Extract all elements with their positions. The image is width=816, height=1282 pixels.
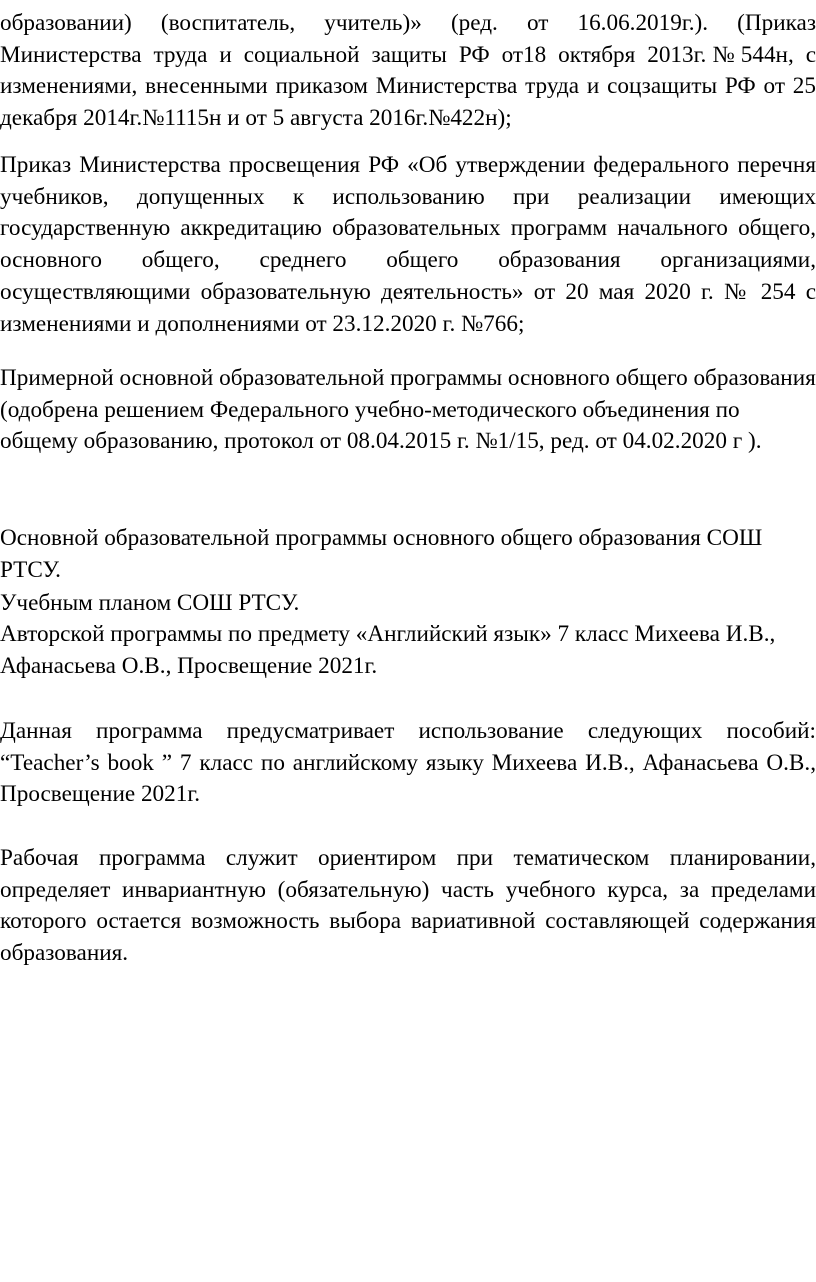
paragraph-manuals: Данная программа предусматривает использование следующих пособий: “Teacher’s book ” 7 класс по английскому языку Михеева И.В., Афанасьева О.В., Просвещение 2021г. [0, 718, 816, 808]
paragraph-work-program: Рабочая программа служит ориентиром при тематическом планировании, определяет инвариантную (обязательную) часть учебного курса, за пределами которого остается возможность выбора вариативной составляющей содержания образования. [0, 845, 816, 967]
paragraph-author-program: Авторской программы по предмету «Английский язык» 7 класс Михеева И.В., Афанасьева О.В., Просвещение 2021г. [0, 621, 776, 679]
paragraph-professional-standard: образовании) (воспитатель, учитель)» (ред. от 16.06.2019г.). (Приказ Министерства труда и социальной защиты РФ от18 октября 2013г.№544н, с изменениями, внесенными приказом Министерства труда и соцзащиты РФ от 25 декабря 2014г.№1115н и от 5 августа 2016г.№422н); [0, 10, 816, 132]
paragraph-basic-program: Основной образовательной программы основного общего образования СОШ РТСУ. [0, 525, 763, 583]
paragraph-textbook-order: Приказ Министерства просвещения РФ «Об утверждении федерального перечня учебников, допущенных к использованию при реализации имеющих государственную аккредитацию образовательных программ начального общего, основного общего, среднего общего образования организациями, осуществляющими образовательную деятельность» от 20 мая 2020 г. № 254 с изменениями и дополнениями от 23.12.2020 г. №766; [0, 152, 816, 337]
paragraph-curriculum: Учебным планом СОШ РТСУ. [0, 590, 300, 616]
paragraph-sample-program: Примерной основной образовательной программы основного общего образования (одобрена решением Федерального учебно-методического объединения по общему образованию, протокол от 08.04.2015 г. №1/15, ред. от 04.02.2020 г ). [0, 365, 816, 455]
